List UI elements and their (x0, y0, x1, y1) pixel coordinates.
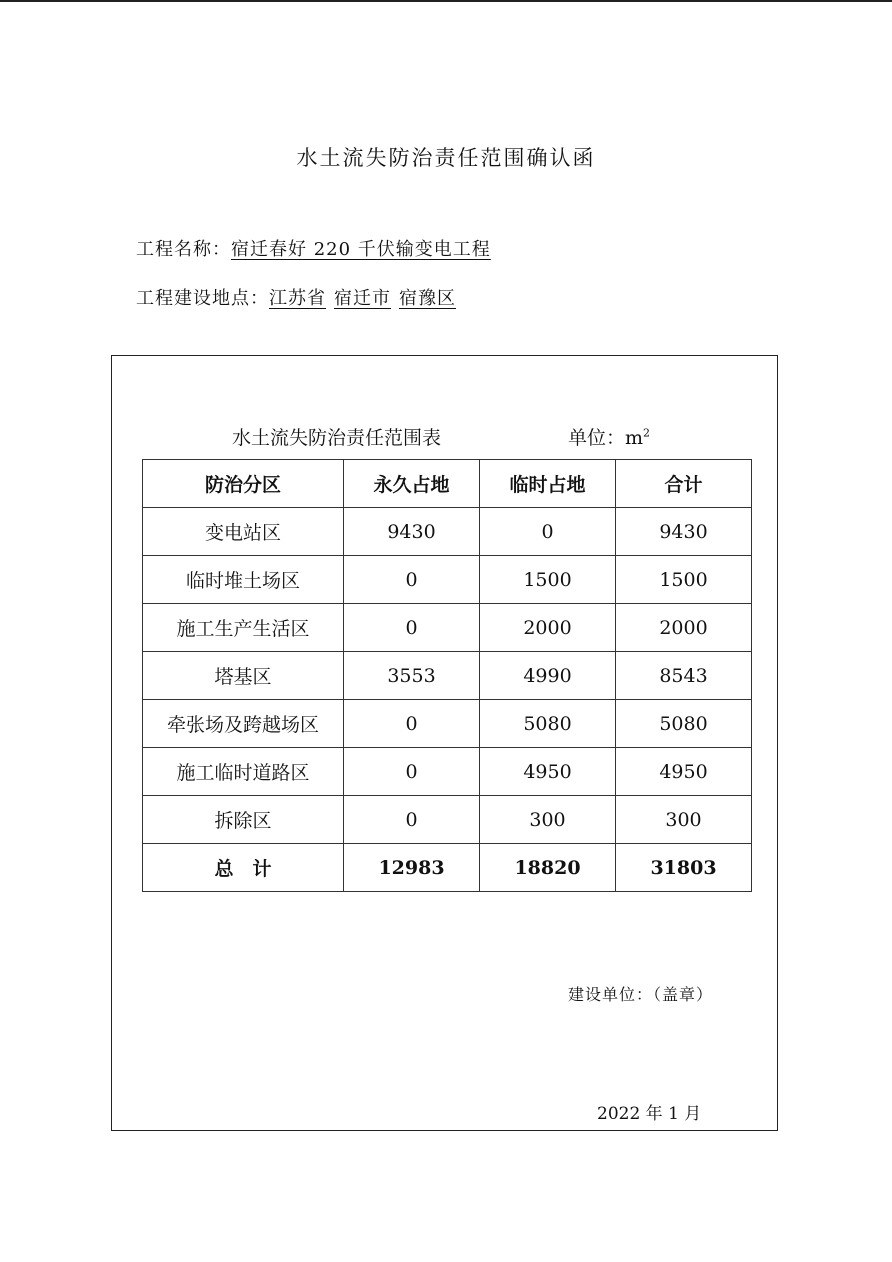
table-row (143, 508, 752, 556)
table-row (143, 652, 752, 700)
total-cell: 8543 (616, 652, 752, 700)
table-row (143, 556, 752, 604)
permanent-cell: 0 (344, 796, 480, 844)
zone-cell: 塔基区 (143, 652, 344, 700)
zone-cell: 拆除区 (143, 796, 344, 844)
project-name-label: 工程名称： (136, 239, 231, 260)
zone-cell: 变电站区 (143, 508, 344, 556)
temporary-cell: 4990 (480, 652, 616, 700)
header-temporary: 临时占地 (480, 460, 616, 508)
total-cell: 4950 (616, 748, 752, 796)
location-district: 宿豫区 (399, 288, 456, 309)
temporary-cell: 0 (480, 508, 616, 556)
project-name-value: 宿迁春好 220 千伏输变电工程 (231, 239, 491, 260)
seal-label: 建设单位：（盖章） (568, 985, 714, 1004)
permanent-cell: 0 (344, 700, 480, 748)
project-location-line (136, 284, 456, 310)
total-cell: 300 (616, 796, 752, 844)
temporary-cell: 1500 (480, 556, 616, 604)
table-caption: 水土流失防治责任范围表 (232, 427, 442, 449)
header-zone: 防治分区 (143, 460, 344, 508)
permanent-cell: 9430 (344, 508, 480, 556)
permanent-cell: 0 (344, 748, 480, 796)
total-cell: 2000 (616, 604, 752, 652)
permanent-cell: 3553 (344, 652, 480, 700)
permanent-cell: 0 (344, 604, 480, 652)
temporary-cell: 4950 (480, 748, 616, 796)
table-row (143, 604, 752, 652)
location-label: 工程建设地点： (136, 288, 269, 309)
temporary-cell: 2000 (480, 604, 616, 652)
table-row (143, 796, 752, 844)
location-city: 宿迁市 (334, 288, 391, 309)
top-border-line (0, 0, 892, 2)
responsibility-table (142, 459, 752, 892)
permanent-cell: 0 (344, 556, 480, 604)
table-header-row (143, 460, 752, 508)
temporary-cell: 5080 (480, 700, 616, 748)
project-name-line (136, 235, 491, 261)
document-date: 2022 年 1 月 (597, 1104, 702, 1124)
total-row-permanent-cell: 12983 (344, 844, 480, 892)
zone-cell: 临时堆土场区 (143, 556, 344, 604)
zone-cell: 牵张场及跨越场区 (143, 700, 344, 748)
header-total: 合计 (616, 460, 752, 508)
total-cell: 1500 (616, 556, 752, 604)
total-cell: 5080 (616, 700, 752, 748)
header-permanent: 永久占地 (344, 460, 480, 508)
unit-label: 单位：$m^2$ (568, 426, 651, 449)
total-row-total-cell: 31803 (616, 844, 752, 892)
total-cell: 9430 (616, 508, 752, 556)
table-row (143, 748, 752, 796)
location-province: 江苏省 (269, 288, 326, 309)
document-title: 水土流失防治责任范围确认函 (296, 146, 596, 170)
temporary-cell: 300 (480, 796, 616, 844)
table-row (143, 700, 752, 748)
zone-cell: 施工临时道路区 (143, 748, 344, 796)
unit-superscript: 2 (643, 426, 651, 440)
total-row-temporary-cell: 18820 (480, 844, 616, 892)
table-total-row (143, 844, 752, 892)
zone-cell: 施工生产生活区 (143, 604, 344, 652)
total-row-zone-cell: 总 计 (143, 844, 344, 892)
